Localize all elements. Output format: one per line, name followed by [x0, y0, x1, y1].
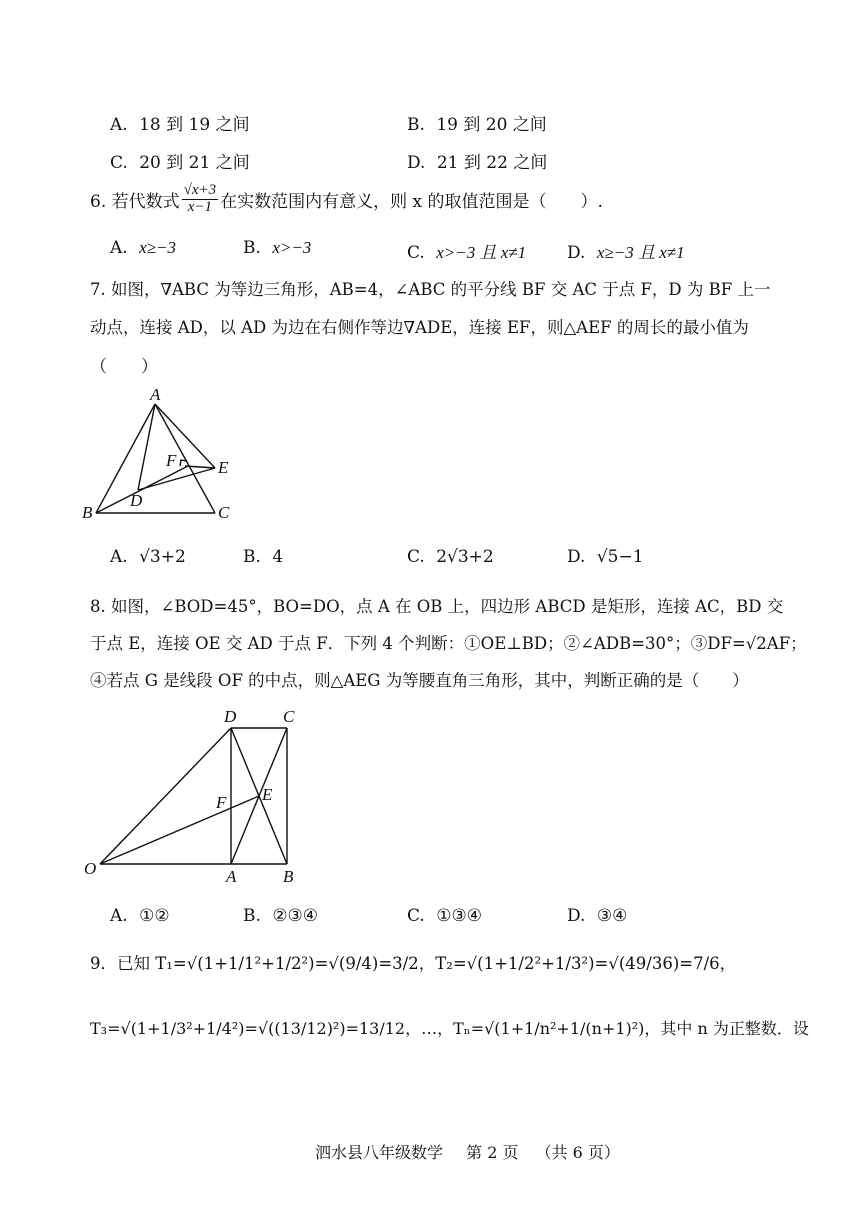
q7-label-e: E — [218, 458, 229, 477]
option-letter: D. — [567, 906, 586, 926]
option-text: ①② — [139, 906, 170, 926]
q8-option-b — [243, 906, 318, 926]
option-text: 2√3+2 — [436, 547, 494, 567]
option-letter: A. — [110, 547, 128, 567]
footer-total: （共 6 页） — [535, 1143, 620, 1162]
option-text: ③④ — [596, 906, 628, 926]
footer-page: 第 2 页 — [466, 1143, 519, 1162]
option-text: 20 到 21 之间 — [139, 153, 250, 173]
q6-fraction — [182, 183, 219, 216]
q8-label-f: F — [216, 793, 227, 812]
q6-option-a — [110, 238, 176, 258]
q8-option-a — [110, 906, 170, 926]
q5-option-b — [407, 110, 547, 135]
option-text: 18 到 19 之间 — [139, 115, 250, 135]
q8-line-1: 8. 如图，∠BOD=45°，BO=DO，点 A 在 OB 上，四边形 ABCD 是矩形，连接 AC，BD 交 — [90, 597, 784, 616]
option-letter: A. — [110, 906, 128, 926]
q6-stem — [90, 183, 603, 216]
option-letter: B. — [243, 238, 261, 258]
option-letter: D. — [407, 153, 426, 173]
option-letter: A. — [110, 115, 128, 135]
q6-option-d — [567, 238, 685, 263]
q8-label-e: E — [262, 785, 273, 804]
q7-label-f: F — [166, 451, 177, 470]
option-letter: C. — [407, 243, 425, 263]
q6-fraction-numerator: √x+3 — [183, 182, 217, 198]
q5-option-d — [407, 148, 547, 173]
q6-option-b — [243, 238, 311, 258]
q8-label-c: C — [283, 707, 295, 726]
q9-line-2: T₃=√(1+1/3²+1/4²)=√((13/12)²)=13/12，…，Tₙ=√(1+1/n²+1/(n+1)²)，其中 n 为正整数．设 — [90, 1019, 809, 1038]
option-letter: D. — [567, 243, 586, 263]
option-text: √5−1 — [596, 547, 644, 567]
option-letter: B. — [243, 906, 261, 926]
q8-line-2: 于点 E，连接 OE 交 AD 于点 F．下列 4 个判断：①OE⊥BD；②∠ADB=30°；③DF=√2AF； — [90, 634, 807, 653]
option-letter: B. — [243, 547, 261, 567]
q7-line-3: （ ） — [90, 357, 158, 377]
q7-option-a — [110, 547, 186, 567]
q7-line-1: 7. 如图，∇ABC 为等边三角形，AB=4，∠ABC 的平分线 BF 交 AC 于点 F，D 为 BF 上一 — [90, 280, 771, 299]
q5-option-a — [110, 110, 250, 135]
option-text: ①③④ — [436, 906, 482, 926]
q7-label-b: B — [82, 503, 93, 522]
q7-option-d — [567, 547, 644, 567]
q6-prefix: 6. 若代数式 — [90, 191, 180, 212]
q7-option-b — [243, 547, 283, 567]
option-letter: D. — [567, 547, 586, 567]
option-text: 4 — [272, 547, 284, 567]
option-letter: B. — [407, 115, 425, 135]
q8-label-a: A — [226, 867, 237, 884]
q5-option-c — [110, 148, 250, 173]
option-text: 21 到 22 之间 — [436, 153, 548, 173]
option-text: ②③④ — [272, 906, 319, 926]
q8-figure — [80, 704, 310, 884]
option-letter: C. — [407, 906, 425, 926]
q6-suffix: 在实数范围内有意义，则 x 的取值范围是（ ）. — [220, 191, 603, 212]
q8-label-b: B — [283, 867, 294, 884]
q8-line-3: ④若点 G 是线段 OF 的中点，则△AEG 为等腰直角三角形，其中，判断正确的是（ ） — [90, 671, 749, 690]
q7-label-d: D — [130, 491, 143, 510]
q7-option-c — [407, 547, 494, 567]
option-text: x>−3 — [272, 238, 312, 257]
option-text: x≥−3 且 x≠1 — [596, 243, 685, 262]
q7-label-a: A — [150, 386, 161, 404]
option-text: x>−3 且 x≠1 — [436, 243, 527, 262]
footer-title: 泗水县八年级数学 — [315, 1143, 444, 1162]
q8-label-d: D — [224, 707, 237, 726]
q8-option-c — [407, 906, 482, 926]
option-letter: C. — [407, 547, 425, 567]
page-footer — [315, 1140, 620, 1163]
option-letter: A. — [110, 238, 128, 258]
option-text: 19 到 20 之间 — [436, 115, 547, 135]
option-text: √3+2 — [139, 547, 186, 567]
q6-fraction-denominator: x−1 — [182, 199, 219, 216]
q8-option-d — [567, 906, 627, 926]
q6-option-c — [407, 238, 526, 263]
q8-label-o: O — [84, 859, 97, 878]
option-text: x≥−3 — [139, 238, 176, 257]
q7-label-c: C — [218, 503, 230, 522]
q9-line-1: 9．已知 T₁=√(1+1/1²+1/2²)=√(9/4)=3/2，T₂=√(1+1/2²+1/3²)=√(49/36)=7/6， — [90, 954, 737, 973]
q7-figure — [80, 386, 250, 526]
option-letter: C. — [110, 153, 128, 173]
q7-line-2: 动点，连接 AD，以 AD 为边在右侧作等边∇ADE，连接 EF，则△AEF 的周长的最小值为 — [90, 318, 749, 337]
